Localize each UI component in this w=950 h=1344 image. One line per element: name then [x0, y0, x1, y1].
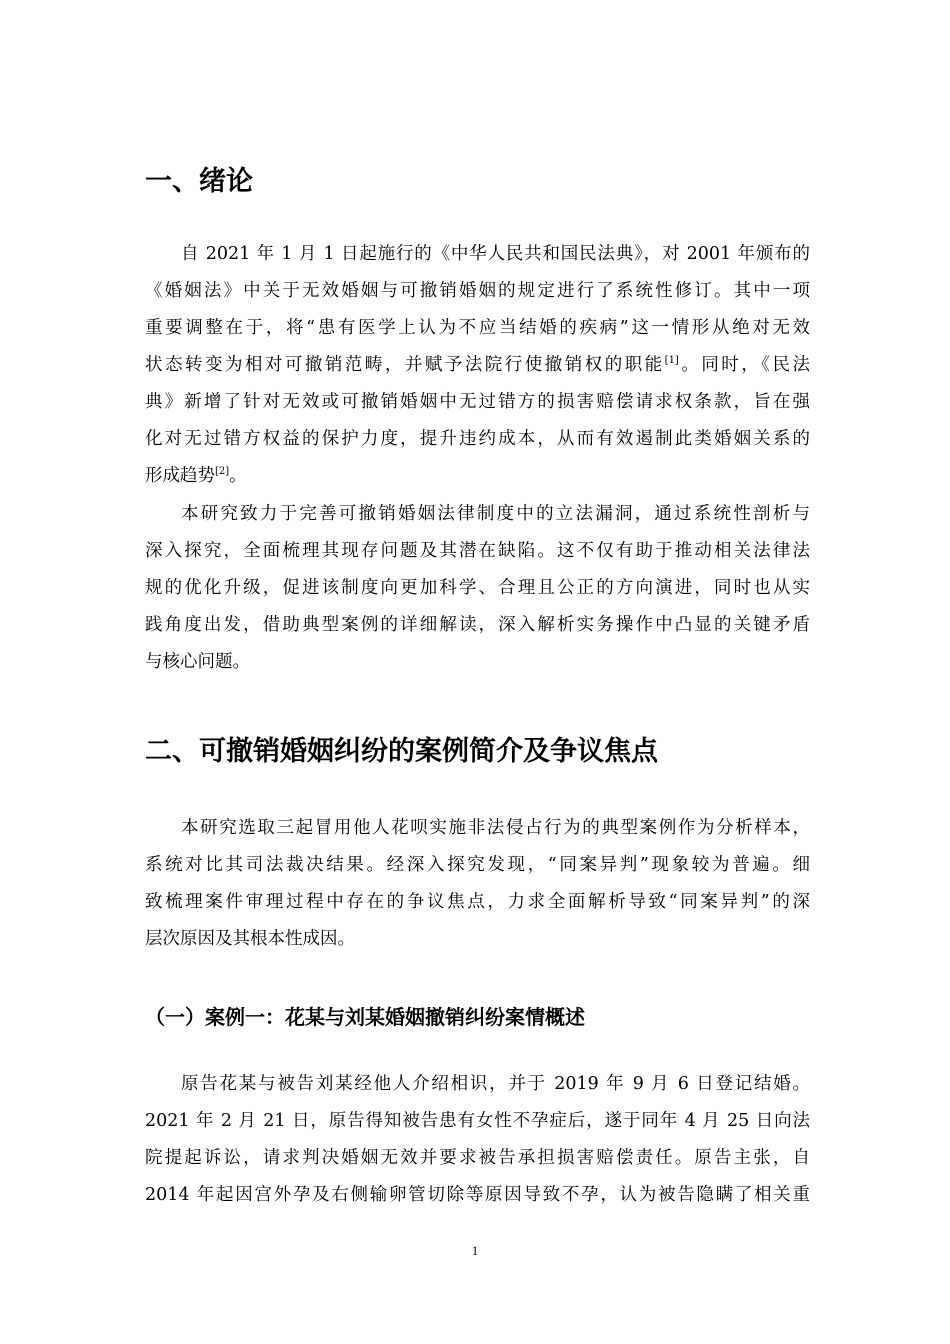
text-fragment: 。: [229, 466, 247, 486]
text-fragment: 形成趋势: [145, 466, 215, 486]
text-line: 致梳理案件审理过程中存在的争议焦点，力求全面解析导致“同案异判”的深: [145, 892, 810, 912]
text-line: 重要调整在于，将“患有医学上认为不应当结婚的疾病”这一情形从绝对无效: [145, 318, 810, 338]
text-fragment: 。同时，《民法: [678, 355, 811, 375]
section-heading-introduction: 一、绪论: [145, 166, 253, 197]
text-line: 《婚姻法》中关于无效婚姻与可撤销婚姻的规定进行了系统性修订。其中一项: [145, 281, 810, 301]
text-line: 院提起诉讼，请求判决婚姻无效并要求被告承担损害赔偿责任。原告主张，自: [145, 1148, 810, 1168]
citation-ref-1: [1]: [664, 355, 679, 367]
text-line: 自 2021 年 1 月 1 日起施行的《中华人民共和国民法典》，对 2001 年颁布的: [181, 244, 810, 264]
citation-ref-2: [2]: [215, 466, 230, 478]
text-line: 本研究选取三起冒用他人花呗实施非法侵占行为的典型案例作为分析样本，: [181, 818, 810, 838]
page-number: 1: [471, 1243, 479, 1258]
text-line: 2021 年 2 月 21 日，原告得知被告患有女性不孕症后，遂于同年 4 月 25 日向法: [145, 1111, 810, 1131]
text-line: 规的优化升级，促进该制度向更加科学、合理且公正的方向演进，同时也从实: [145, 578, 810, 598]
text-line: 本研究致力于完善可撤销婚姻法律制度中的立法漏洞，通过系统性剖析与: [181, 504, 810, 524]
text-line: 化对无过错方权益的保护力度，提升违约成本，从而有效遏制此类婚姻关系的: [145, 429, 810, 449]
text-line: 深入探究，全面梳理其现存问题及其潜在缺陷。这不仅有助于推动相关法律法: [145, 541, 810, 561]
text-line: 与核心问题。: [145, 652, 250, 672]
text-fragment: 状态转变为相对可撤销范畴，并赋予法院行使撤销权的职能: [145, 355, 665, 375]
text-line: [145, 458, 810, 495]
subsection-heading-case-1: （一）案例一：花某与刘某婚姻撤销纠纷案情概述: [145, 1005, 585, 1029]
text-line: 系统对比其司法裁决结果。经深入探究发现，“同案异判”现象较为普遍。细: [145, 855, 810, 875]
text-line: 2014 年起因宫外孕及右侧输卵管切除等原因导致不孕，认为被告隐瞒了相关重: [145, 1185, 810, 1205]
paragraph-introduction-2: [145, 496, 810, 681]
paragraph-case-1: [145, 1066, 810, 1214]
section-heading-cases: 二、可撤销婚姻纠纷的案例简介及争议焦点: [145, 736, 658, 767]
paragraph-cases-intro: [145, 810, 810, 958]
text-line: 典》新增了针对无效或可撤销婚姻中无过错方的损害赔偿请求权条款，旨在强: [145, 392, 810, 412]
text-line: [145, 347, 810, 384]
text-line: 层次原因及其根本性成因。: [145, 929, 355, 949]
text-line: 原告花某与被告刘某经他人介绍相识，并于 2019 年 9 月 6 日登记结婚。: [181, 1074, 810, 1094]
paragraph-introduction-1: [145, 236, 810, 495]
text-line: 践角度出发，借助典型案例的详细解读，深入解析实务操作中凸显的关键矛盾: [145, 615, 810, 635]
